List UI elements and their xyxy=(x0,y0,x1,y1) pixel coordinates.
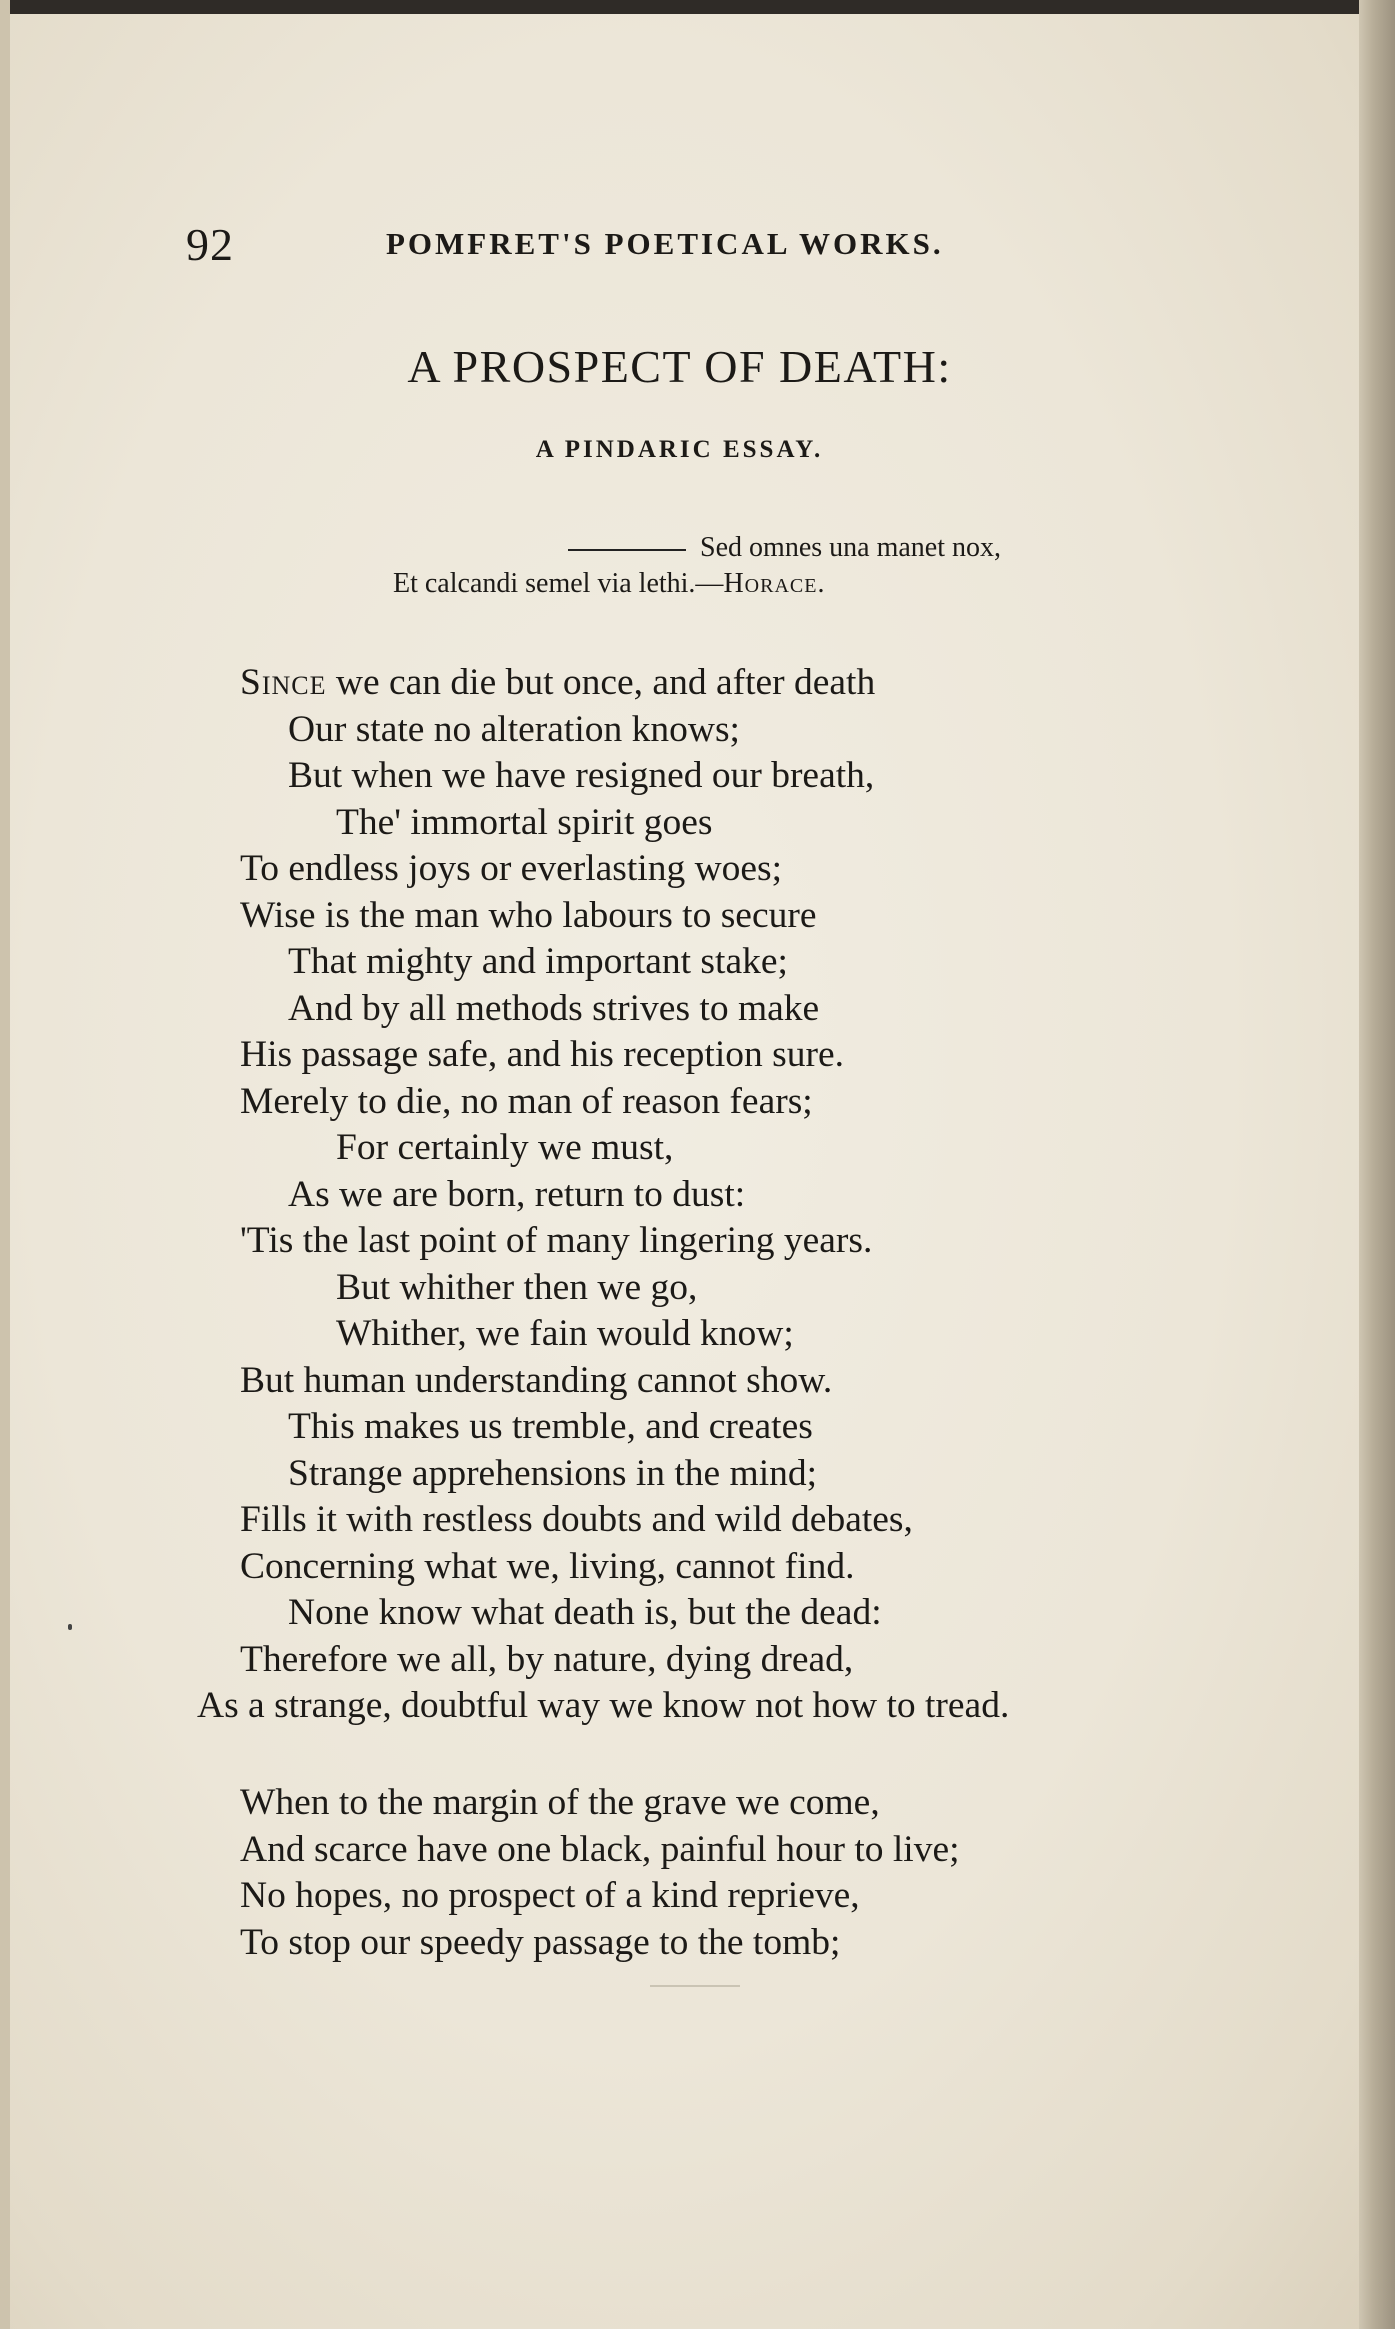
ink-speck xyxy=(68,1624,72,1630)
poem-line: As a strange, doubtful way we know not how to tread. xyxy=(197,1685,1010,1726)
epigraph-dash xyxy=(568,549,686,551)
poem-line: Therefore we all, by nature, dying dread, xyxy=(240,1638,854,1680)
poem-line: This makes us tremble, and creates xyxy=(288,1406,813,1447)
poem-line: But when we have resigned our breath, xyxy=(288,755,875,796)
poem-line: For certainly we must, xyxy=(336,1127,674,1168)
poem-line-text: we can die but once, and after death xyxy=(326,662,876,703)
poem-line: Strange apprehensions in the mind; xyxy=(288,1452,818,1494)
poem-line: Whither, we fain would know; xyxy=(336,1313,794,1354)
poem-subtitle: A PINDARIC ESSAY. xyxy=(535,436,824,463)
poem-line: The' immortal spirit goes xyxy=(336,801,713,843)
poem-line: When to the margin of the grave we come, xyxy=(240,1782,880,1823)
page-right-edge xyxy=(1359,0,1395,2329)
poem-title: A PROSPECT OF DEATH: xyxy=(407,341,952,392)
stanza-1 xyxy=(0,660,1359,1730)
poem-line: That mighty and important stake; xyxy=(288,941,788,982)
faint-rule xyxy=(650,1985,740,1987)
page-number: 92 xyxy=(186,219,234,270)
poem-line: 'Tis the last point of many lingering years. xyxy=(240,1220,873,1261)
poem-line: Merely to die, no man of reason fears; xyxy=(240,1080,813,1122)
poem-line: And by all methods strives to make xyxy=(288,987,820,1029)
poem-line: No hopes, no prospect of a kind reprieve, xyxy=(240,1875,860,1916)
poem-line: To endless joys or everlasting woes; xyxy=(240,848,783,889)
epigraph-author: Horace. xyxy=(723,568,826,599)
stanza-2 xyxy=(0,1780,1359,1966)
poem-line: Concerning what we, living, cannot find. xyxy=(240,1545,855,1587)
poem-line: As we are born, return to dust: xyxy=(288,1173,746,1215)
epigraph-line-1 xyxy=(393,530,1013,566)
drop-word: Since xyxy=(240,662,327,703)
poem-line: Fills it with restless doubts and wild debates, xyxy=(240,1499,913,1540)
epigraph-line-2 xyxy=(393,566,1013,602)
poem-line: His passage safe, and his reception sure. xyxy=(240,1034,844,1075)
epigraph-line-2-text: Et calcandi semel via lethi.— xyxy=(393,568,724,599)
epigraph-line-1-text: Sed omnes una manet nox, xyxy=(700,532,1001,563)
poem-line: Wise is the man who labours to secure xyxy=(240,894,817,936)
poem-line: Our state no alteration knows; xyxy=(288,708,740,750)
poem-line: But human understanding cannot show. xyxy=(240,1359,833,1401)
running-title: POMFRET'S POETICAL WORKS. xyxy=(386,226,944,261)
poem-line: To stop our speedy passage to the tomb; xyxy=(240,1921,841,1963)
poem-line: And scarce have one black, painful hour to live; xyxy=(240,1828,960,1870)
epigraph xyxy=(393,530,1013,602)
running-head xyxy=(186,218,1236,278)
poem-line: But whither then we go, xyxy=(336,1266,698,1308)
poem-line xyxy=(0,660,1359,707)
poem-line: None know what death is, but the dead: xyxy=(288,1592,882,1633)
